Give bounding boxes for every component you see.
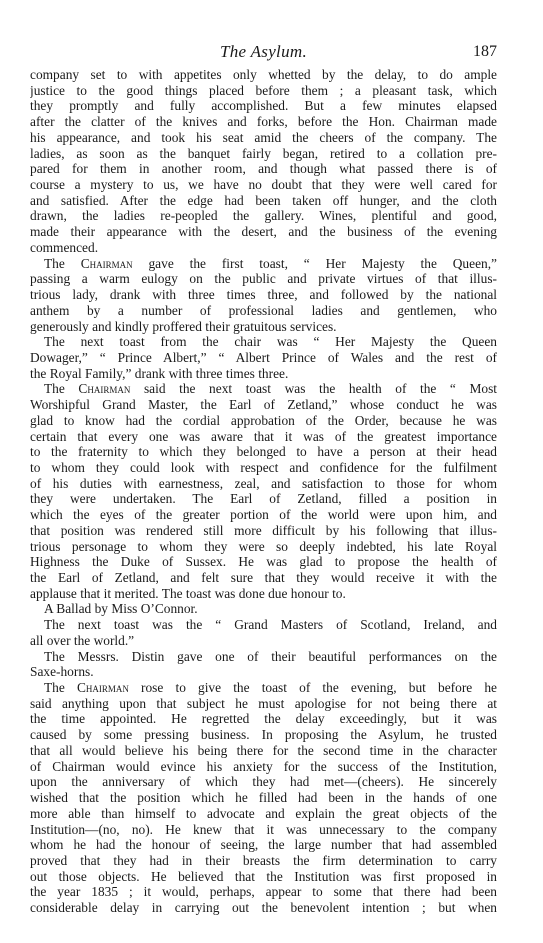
text-line-segment: proved that they had in their breasts the firm determination to carry	[30, 852, 497, 868]
text-line	[30, 476, 497, 492]
text-line-segment: that all would believe his being there for the second time in the character	[30, 742, 497, 758]
text-line-segment: applause that it merited. The toast was done due honour to.	[30, 585, 346, 601]
text-line-segment: Institution—(no, no). He knew that it was unnecessary to the company	[30, 821, 497, 837]
text-line-segment: considerable delay in carrying out the benevolent intention ; but when	[30, 900, 497, 916]
text-line-segment: A Ballad by Miss O’Connor.	[44, 601, 198, 617]
text-line	[30, 869, 497, 885]
text-line-segment: to the fraternity to which they belonged to have a person at their head	[30, 444, 497, 460]
text-line	[30, 649, 497, 665]
text-line	[30, 790, 497, 806]
text-line	[30, 177, 497, 193]
text-line	[30, 366, 497, 382]
text-line-segment: trious lady, drank with three times three, and followed by the national	[30, 287, 497, 303]
text-line-segment: trious personage to whom they were so deeply indebted, his late Royal	[30, 538, 497, 554]
text-line	[30, 161, 497, 177]
text-line	[30, 130, 497, 146]
text-line	[30, 83, 497, 99]
text-line	[30, 586, 497, 602]
text-line-segment: gave the first toast, “ Her Majesty the Queen,”	[132, 255, 497, 271]
text-line-segment: all over the world.”	[30, 632, 135, 648]
text-line-segment: to whom they could look with respect and confidence for the fulfilment	[30, 459, 497, 475]
text-line-segment: ladies, as soon as the banquet fairly began, retired to a collation pre-	[30, 145, 497, 161]
text-line	[30, 193, 497, 209]
text-line-segment: of his duties with earnestness, zeal, and satisfaction to those for whom	[30, 475, 497, 491]
text-line-segment: company set to with appetites only whetted by the delay, to do ample	[30, 67, 497, 82]
text-line-segment: whom he had the honour of seeing, the large number that had assembled	[30, 837, 497, 853]
text-line	[30, 334, 497, 350]
text-line-segment: the year 1835 ; it would, perhaps, appear to some that there had been	[30, 884, 497, 900]
text-line	[30, 900, 497, 916]
text-line-segment: The	[44, 255, 81, 271]
text-line	[30, 523, 497, 539]
text-line	[30, 240, 497, 256]
text-line	[30, 837, 497, 853]
text-line	[30, 680, 497, 696]
text-line-segment: Saxe-horns.	[30, 664, 94, 680]
text-line	[30, 711, 497, 727]
text-line-segment: certain that every one was aware that it was of the greatest importance	[30, 428, 497, 444]
text-line	[30, 67, 497, 83]
page-number: 187	[473, 43, 497, 60]
text-line	[30, 570, 497, 586]
text-line-segment: they promptly and fully accomplished. But a few minutes elapsed	[30, 98, 497, 114]
text-line	[30, 413, 497, 429]
text-line-segment: and satisfied. After the edge had been taken off hunger, and the cloth	[30, 192, 497, 208]
text-line-segment: The next toast from the chair was “ Her Majesty the Queen	[44, 334, 497, 350]
text-line-segment: The Messrs. Distin gave one of their beautiful performances on the	[44, 648, 497, 664]
text-line	[30, 853, 497, 869]
text-line	[30, 319, 497, 335]
text-line-segment: said the next toast was the health of the “ Most	[130, 381, 497, 397]
text-line-segment: made their appearance with the desert, and the business of the evening	[30, 224, 497, 240]
running-head	[30, 42, 497, 64]
text-line	[30, 114, 497, 130]
text-line	[30, 224, 497, 240]
text-line	[30, 444, 497, 460]
text-line-segment: course a mystery to us, we have no doubt that they were well cared for	[30, 177, 497, 193]
text-line-segment: his appearance, and took his seat amid the cheers of the company. The	[30, 129, 497, 145]
text-line	[30, 491, 497, 507]
text-line	[30, 303, 497, 319]
text-line-segment: rose to give the toast of the evening, but before he	[128, 680, 497, 696]
text-line-segment: The	[44, 381, 79, 397]
text-line-segment: Worshipful Grand Master, the Earl of Zetland,” whose conduct he was	[30, 397, 497, 413]
text-line	[30, 727, 497, 743]
text-line	[30, 381, 497, 397]
text-line	[30, 806, 497, 822]
text-line-segment: drawn, the ladies re-peopled the gallery. Wines, plentiful and good,	[30, 208, 497, 224]
text-line-segment: more able than himself to advocate and explain the great objects of the	[30, 805, 497, 821]
text-line	[30, 633, 497, 649]
text-line-segment: passing a warm eulogy on the public and private virtues of that illus-	[30, 271, 497, 287]
text-line	[30, 98, 497, 114]
text-line-segment: the Earl of Zetland, and felt sure that they would receive it with the	[30, 570, 497, 585]
text-line	[30, 759, 497, 775]
text-line	[30, 822, 497, 838]
text-line	[30, 256, 497, 272]
text-line	[30, 287, 497, 303]
text-line-segment: Dowager,” “ Prince Albert,” “ Albert Prince of Wales and the rest of	[30, 349, 497, 365]
text-line-segment: wished that the position which he filled had been in the hands of one	[30, 790, 497, 806]
text-line-segment: that position was rendered still more difficult by his following that illus-	[30, 522, 497, 538]
text-line	[30, 271, 497, 287]
text-line	[30, 774, 497, 790]
text-line-segment: glad to know had the cordial approbation of the Order, because he was	[30, 412, 497, 428]
text-line	[30, 617, 497, 633]
text-line-segment: of Chairman would evince his anxiety for the success of the Institution,	[30, 758, 497, 774]
text-line-segment: The next toast was the “ Grand Masters of Scotland, Ireland, and	[44, 617, 497, 633]
text-line	[30, 664, 497, 680]
text-line	[30, 208, 497, 224]
text-line-segment: justice to the good things placed before them ; a pleasant task, which	[30, 82, 497, 98]
text-line	[30, 429, 497, 445]
text-line-segment: upon the anniversary of which they had met—(cheers). He sincerely	[30, 774, 497, 790]
text-line-segment: Highness the Duke of Sussex. He was glad to propose the health of	[30, 554, 497, 570]
body-text	[30, 67, 497, 916]
text-line-segment: commenced.	[30, 239, 99, 255]
text-line	[30, 884, 497, 900]
text-line	[30, 743, 497, 759]
text-line-segment: generously and kindly proffered their gratuitous services.	[30, 318, 337, 334]
text-line-segment: the time appointed. He regretted the delay exceedingly, but it was	[30, 711, 497, 727]
text-line	[30, 554, 497, 570]
text-line-segment: anthem by a number of professional ladies and gentlemen, who	[30, 302, 497, 318]
text-line-segment: caused by some pressing business. In proposing the Asylum, he trusted	[30, 727, 497, 743]
text-line	[30, 507, 497, 523]
text-line-segment: they were undertaken. The Earl of Zetland, filled a position in	[30, 491, 497, 507]
text-line	[30, 539, 497, 555]
text-line	[30, 696, 497, 712]
text-line-segment: which the eyes of the greater portion of the world were upon him, and	[30, 507, 497, 523]
speaker-small-caps: Chairman	[78, 381, 131, 397]
text-line	[30, 460, 497, 476]
text-line	[30, 146, 497, 162]
text-line	[30, 601, 497, 617]
text-line-segment: the Royal Family,” drank with three times three.	[30, 365, 289, 381]
speaker-small-caps: Chairman	[76, 680, 129, 696]
running-title: The Asylum.	[219, 42, 308, 61]
text-line-segment: out those objects. He believed that the Institution was first proposed in	[30, 868, 497, 884]
text-line-segment: said anything upon that subject he must apologise for not being there at	[30, 695, 497, 711]
speaker-small-caps: Chairman	[80, 255, 133, 271]
text-line	[30, 350, 497, 366]
text-line	[30, 397, 497, 413]
text-line-segment: after the clatter of the knives and forks, before the Hon. Chairman made	[30, 114, 497, 130]
text-line-segment: The	[44, 680, 77, 696]
text-line-segment: pared for them in another room, and though what passed there is of	[30, 161, 497, 177]
